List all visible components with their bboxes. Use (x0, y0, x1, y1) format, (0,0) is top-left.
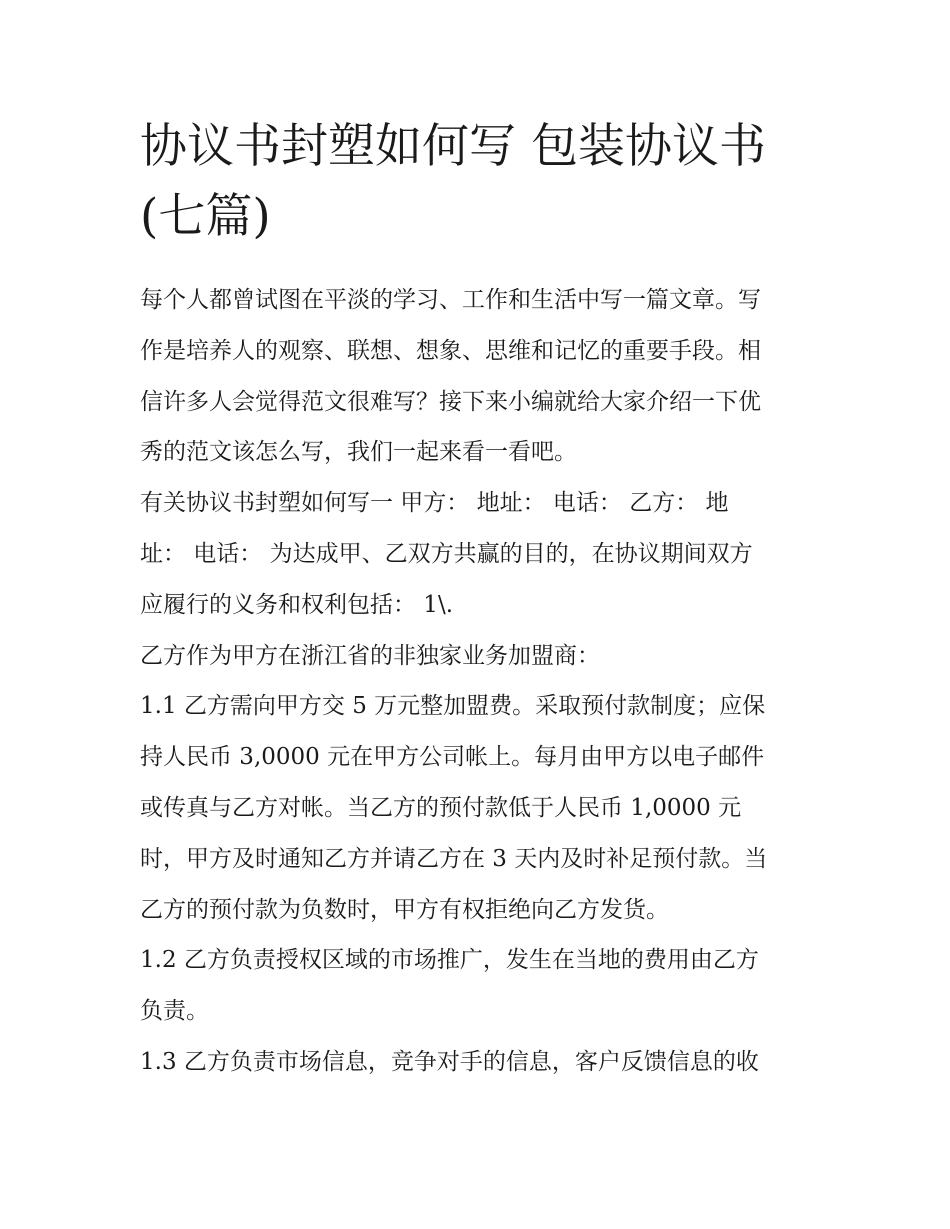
document-title (140, 112, 840, 252)
paragraph-line: 乙方的预付款为负数时，甲方有权拒绝向乙方发货。 (140, 897, 669, 923)
paragraph-line: 时，甲方及时通知乙方并请乙方在 3 天内及时补足预付款。当 (140, 846, 768, 872)
title-line-1: 协议书封塑如何写 包装协议书 (140, 119, 766, 174)
paragraph-line: 有关协议书封塑如何写一 甲方： 地址： 电话： 乙方： 地 (140, 490, 729, 516)
paragraph-line: 1.1 乙方需向甲方交 5 万元整加盟费。采取预付款制度；应保 (140, 693, 766, 719)
paragraph-line: 1.2 乙方负责授权区域的市场推广，发生在当地的费用由乙方 (140, 947, 759, 973)
paragraph-line: 持人民币 3,0000 元在甲方公司帐上。每月由甲方以电子邮件 (140, 744, 765, 770)
title-line-2: (七篇) (140, 189, 271, 244)
paragraph-line: 信许多人会觉得范文很难写？接下来小编就给大家介绍一下优 (140, 389, 761, 415)
paragraph-line: 乙方作为甲方在浙江省的非独家业务加盟商： (140, 643, 600, 669)
paragraph-line: 每个人都曾试图在平淡的学习、工作和生活中写一篇文章。写 (140, 287, 761, 313)
paragraph-line: 负责。 (140, 998, 209, 1024)
paragraph-line: 作是培养人的观察、联想、想象、思维和记忆的重要手段。相 (140, 338, 761, 364)
paragraph-line: 1.3 乙方负责市场信息，竞争对手的信息，客户反馈信息的收 (140, 1049, 759, 1075)
paragraph-line: 址： 电话： 为达成甲、乙双方共赢的目的，在协议期间双方 (140, 541, 753, 567)
paragraph-line: 或传真与乙方对帐。当乙方的预付款低于人民币 1,0000 元 (140, 795, 742, 821)
paragraph-line: 秀的范文该怎么写，我们一起来看一看吧。 (140, 439, 577, 465)
paragraph-line: 应履行的义务和权利包括： 1\. (140, 592, 454, 618)
